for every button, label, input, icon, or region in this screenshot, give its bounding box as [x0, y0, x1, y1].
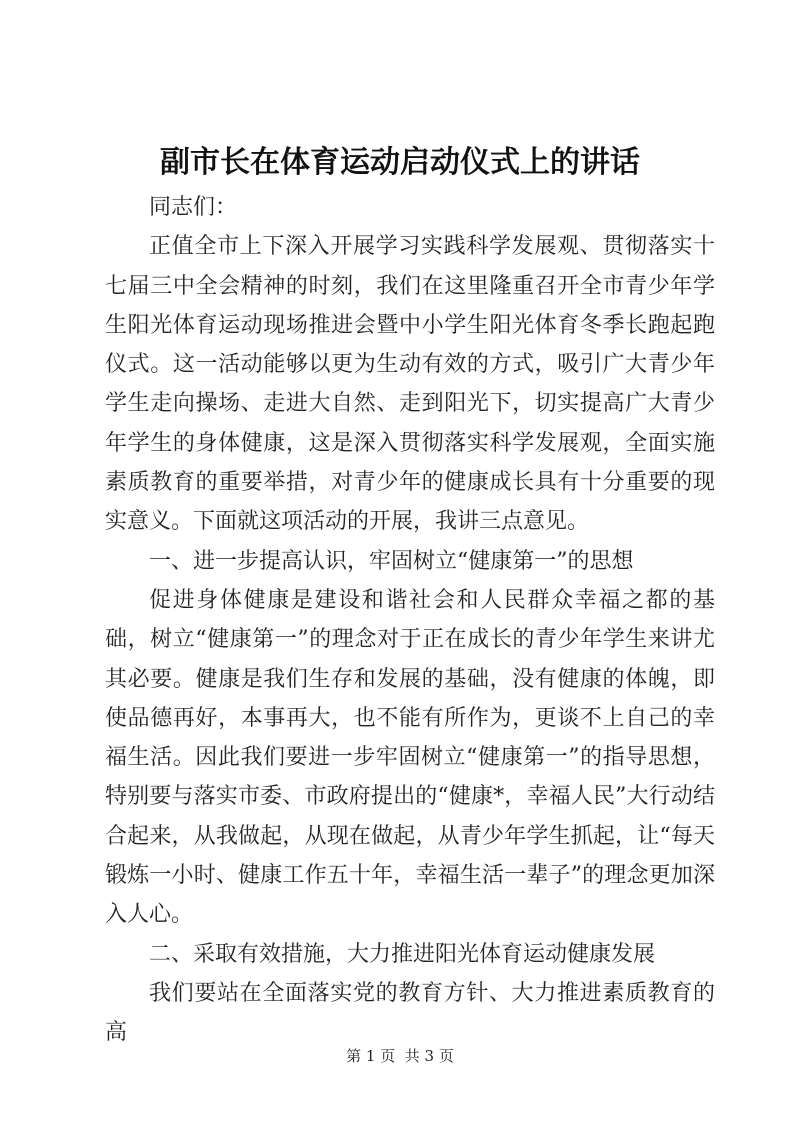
section-paragraph-1: 促进身体健康是建设和谐社会和人民群众幸福之都的基础，树立“健康第一”的理念对于正在成长的青少年学生来讲尤其必要。健康是我们生存和发展的基础，没有健康的体魄，即使品德再好，本事再大，也不能有所作为，更谈不上自己的幸福生活。因此我们要进一步牢固树立“健康第一”的指导思想，特别要与落实市委、市政府提出的“健康*，幸福人民”大行动结合起来，从我做起，从现在做起，从青少年学生抓起，让“每天锻炼一小时、健康工作五十年，幸福生活一辈子”的理念更加深入人心。 — [105, 587, 715, 928]
document-title: 副市长在体育运动启动仪式上的讲话 — [160, 145, 640, 180]
salutation-paragraph: 同志们： — [149, 195, 238, 220]
intro-paragraph: 正值全市上下深入开展学习实践科学发展观、贯彻落实十七届三中全会精神的时刻，我们在这里隆重召开全市青少年学生阳光体育运动现场推进会暨中小学生阳光体育冬季长跑起跑仪式。这一活动能够以更为生动有效的方式，吸引广大青少年学生走向操场、走进大自然、走到阳光下，切实提高广大青少年学生的身体健康，这是深入贯彻落实科学发展观，全面实施素质教育的重要举措，对青少年的健康成长具有十分重要的现实意义。下面就这项活动的开展，我讲三点意见。 — [105, 234, 715, 535]
document-body — [105, 188, 715, 1053]
section-heading-1: 一、进一步提高认识，牢固树立“健康第一”的思想 — [149, 548, 634, 574]
page-footer — [0, 1046, 800, 1066]
page-number-label: 第 1 页 共 3 页 — [346, 1047, 454, 1065]
section-heading-2: 二、采取有效措施，大力推进阳光体育运动健康发展 — [149, 941, 656, 967]
section-paragraph-2: 我们要站在全面落实党的教育方针、大力推进素质教育的高 — [105, 980, 715, 1046]
